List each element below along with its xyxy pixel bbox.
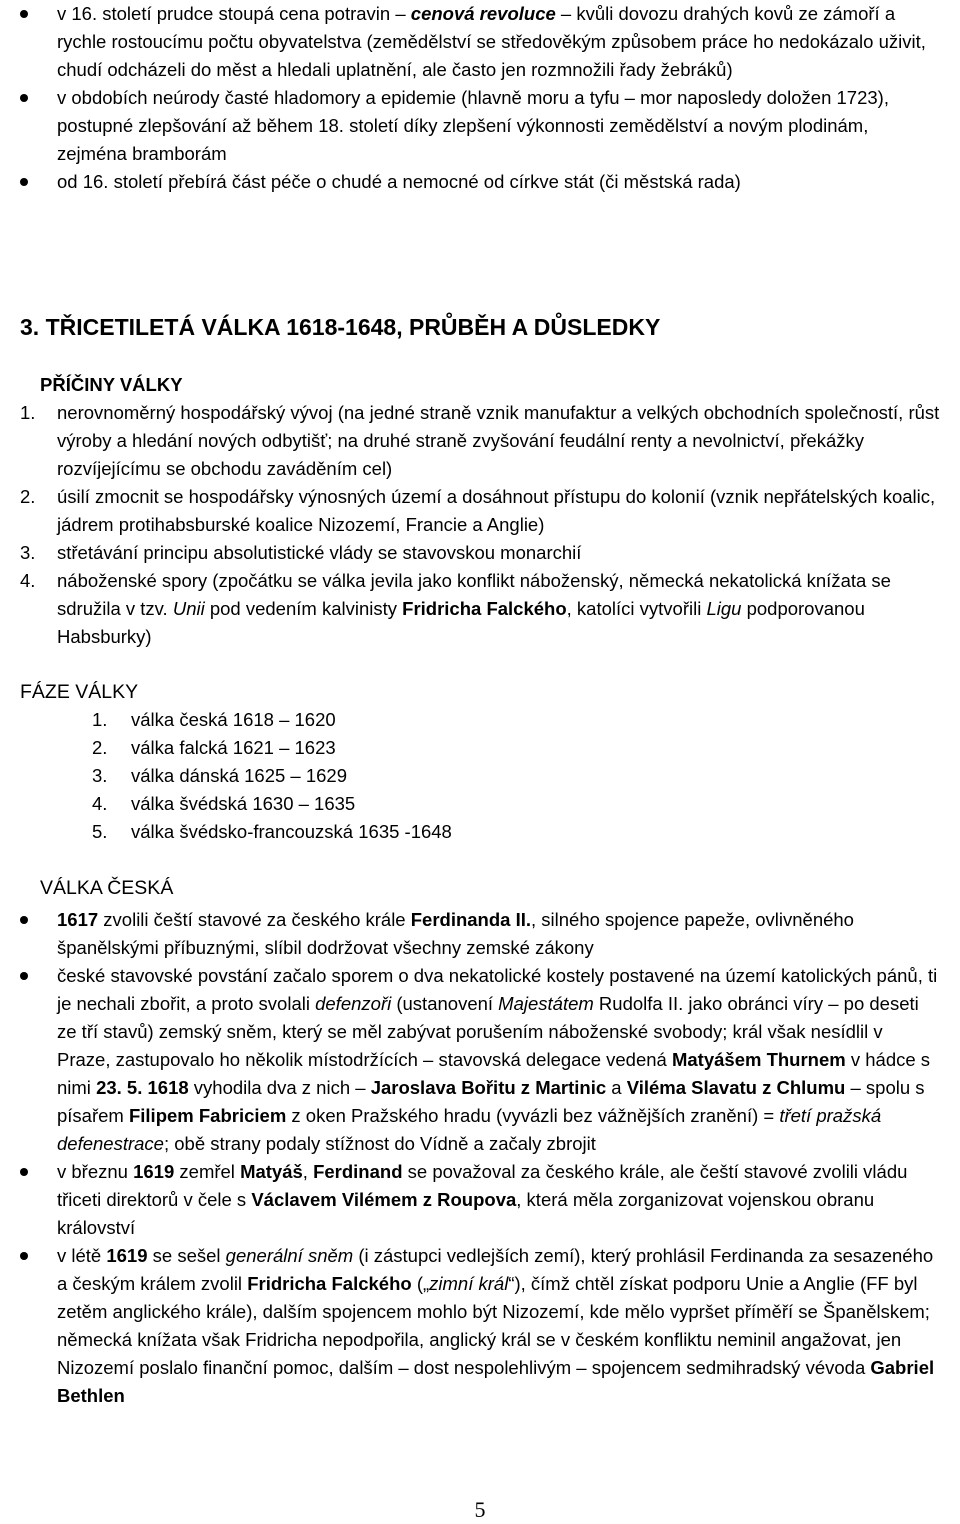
text-run: v 16. století prudce stoupá cena potravin – [57, 3, 411, 24]
cause-item-1 [0, 399, 940, 483]
phase-item-2 [0, 734, 940, 762]
intro-bullet-2 [0, 84, 940, 168]
text-run: 1619 [133, 1161, 175, 1182]
text-run: Fridricha Falckého [247, 1273, 412, 1294]
list-number: 5. [92, 821, 108, 842]
czech-war-bullet-list [0, 906, 940, 1410]
text-run: z oken Pražského hradu (vyvázli bez vážnějších zranění) = [286, 1105, 780, 1126]
text-run: se považoval za českého krále, ale čeští stavové zvolili vládu třiceti direktorů v čele s [57, 1161, 908, 1210]
list-number: 1. [20, 402, 36, 423]
text-run: zemřel [174, 1161, 241, 1182]
text-run: defenzoři [315, 993, 392, 1014]
text-run: třetí pražská defenestrace [57, 1105, 882, 1154]
text-run: ; obě strany podaly stížnost do Vídně a začaly zbrojit [163, 1133, 596, 1154]
phase-item-3 [0, 762, 940, 790]
text-run: Gabriel Bethlen [57, 1357, 935, 1406]
phase-text: válka česká 1618 – 1620 [131, 709, 336, 730]
phase-text: válka švédsko-francouzská 1635 -1648 [131, 821, 452, 842]
section-title: 3. TŘICETILETÁ VÁLKA 1618-1648, PRŮBĚH A DŮSLEDKY [20, 314, 661, 340]
text-run: od 16. století přebírá část péče o chudé a nemocné od církve stát (či městská rada) [57, 171, 741, 192]
text-run: úsilí zmocnit se hospodářsky výnosných území a dosáhnout přístupu do kolonií (vznik nepřátelských koalic, jádrem protihabsburské koalice Nizozemí, Francie a Anglie) [57, 486, 936, 535]
intro-bullet-list [0, 0, 940, 196]
list-number: 3. [92, 765, 108, 786]
page-number: 5 [474, 1497, 486, 1522]
text-run: české stavovské povstání začalo sporem o dva nekatolické kostely postavené na území katolických pánů, ti je nechali zbořit, a proto svolali [57, 965, 938, 1014]
text-run: Václavem Vilémem z Roupova [251, 1189, 517, 1210]
text-run: – spolu s písařem [57, 1077, 925, 1126]
cause-text [57, 570, 891, 647]
text-run: , silného spojence papeže, ovlivněného španělskými příbuznými, slíbil dodržovat všechny zemské zákony [57, 909, 854, 958]
text-run: Filipem Fabriciem [128, 1105, 287, 1126]
text-run: pod vedením kalvinisty [204, 598, 403, 619]
text-run: v březnu [57, 1161, 134, 1182]
text-run: 1619 [106, 1245, 148, 1266]
list-number: 4. [20, 570, 36, 591]
text-run: v hádce s nimi [57, 1049, 931, 1098]
text-run: Majestátem [498, 993, 594, 1014]
text-run: , katolíci vytvořili [566, 598, 707, 619]
czech-war-bullet-2 [0, 962, 940, 1158]
text-run: zvolili čeští stavové za českého krále [98, 909, 411, 930]
czech-war-bullet-1 [0, 906, 940, 962]
text-run: Ligu [706, 598, 742, 619]
text-run: Jaroslava Bořitu z Martinic [370, 1077, 607, 1098]
text-run: , [302, 1161, 314, 1182]
phases-list [0, 706, 940, 846]
causes-section [0, 371, 940, 651]
list-number: 3. [20, 542, 36, 563]
intro-bullet-1 [0, 0, 940, 84]
text-run: Matyáš [240, 1161, 303, 1182]
cause-item-4 [0, 567, 940, 651]
cause-text [57, 402, 939, 479]
text-run: v létě [57, 1245, 107, 1266]
text-run: podporovanou Habsburky) [57, 598, 865, 647]
text-run: se sešel [147, 1245, 226, 1266]
text-run: “), čímž chtěl získat podporu Unie a Anglie (FF byl zetěm anglického krále), dalším spojencem mohlo být Nizozemí, kde mělo vypršet příměří se Španělskem; německá knížata však Fridricha nepodpořila, anglický král se v českém konfliktu neminil angažovat, jen Nizozemí poslalo finanční pomoc, dalším – dost nespolehlivým – spojencem sedmihradský vévoda [57, 1273, 930, 1378]
text-run: 23. 5. 1618 [96, 1077, 189, 1098]
text-run: (ustanovení [391, 993, 499, 1014]
text-run: 1617 [57, 909, 99, 930]
text-run: Unii [172, 598, 205, 619]
cause-item-2 [0, 483, 940, 539]
czech-war-bullet-4 [0, 1242, 940, 1410]
text-run: vyhodila dva z nich – [188, 1077, 371, 1098]
phases-heading: FÁZE VÁLKY [20, 681, 139, 703]
phase-item-1 [0, 706, 940, 734]
list-number: 1. [92, 709, 108, 730]
cause-item-3 [0, 539, 940, 567]
text-run: generální sněm [225, 1245, 354, 1266]
text-run: Fridricha Falckého [402, 598, 567, 619]
cause-text [57, 486, 935, 535]
list-number: 2. [92, 737, 108, 758]
list-number: 2. [20, 486, 36, 507]
text-run: náboženské spory (zpočátku se válka jevila jako konflikt náboženský, německá nekatolická knížata se sdružila v tzv. [57, 570, 891, 619]
cause-text [57, 542, 581, 563]
czech-war-section [0, 874, 940, 1410]
czech-war-heading: VÁLKA ČESKÁ [40, 877, 174, 899]
phases-section [0, 678, 940, 846]
czech-war-bullet-3 [0, 1158, 940, 1242]
text-run: nerovnoměrný hospodářský vývoj (na jedné straně vznik manufaktur a velkých obchodních společností, růst výroby a hledání nových odbytišť; na druhé straně zvyšování feudální renty a nevolnictví, překážky rozvíjejícímu se obchodu zaváděním cel) [57, 402, 940, 479]
phase-text: válka švédská 1630 – 1635 [131, 793, 356, 814]
text-run: v obdobích neúrody časté hladomory a epidemie (hlavně moru a tyfu – mor naposledy doložen 1723), postupné zlepšování až během 18. století díky zlepšení výkonnosti zemědělství a novým plodinám, zejména bramborám [57, 87, 889, 164]
text-run: Matyášem Thurnem [671, 1049, 846, 1070]
causes-heading: PŘÍČINY VÁLKY [40, 374, 183, 395]
text-run: (i zástupci vedlejších zemí), který prohlásil Ferdinanda za sesazeného a českým králem zvolil [57, 1245, 934, 1294]
text-run: („ [411, 1273, 430, 1294]
text-run: zimní král [429, 1273, 509, 1294]
phase-item-4 [0, 790, 940, 818]
text-run: Rudolfa II. jako obránci víry – po deseti ze tří stavů) zemský sněm, který se měl zabývat porušením náboženské svobody; král však nesídlil v Praze, zastupovalo ho několik místodržících – stavovská delegace vedená [57, 993, 919, 1070]
text-run: Ferdinanda II. [410, 909, 532, 930]
text-run: , která měla zorganizovat vojenskou obranu království [57, 1189, 875, 1238]
phase-text: válka dánská 1625 – 1629 [131, 765, 348, 786]
text-run: cenová revoluce [410, 3, 556, 24]
intro-bullet-3 [0, 168, 940, 196]
list-number: 4. [92, 793, 108, 814]
phase-text: válka falcká 1621 – 1623 [131, 737, 336, 758]
phase-item-5 [0, 818, 940, 846]
text-run: a [606, 1077, 627, 1098]
text-run: střetávání principu absolutistické vlády se stavovskou monarchií [57, 542, 582, 563]
text-run: Ferdinand [313, 1161, 403, 1182]
causes-list [0, 399, 940, 651]
text-run: Viléma Slavatu z Chlumu [626, 1077, 846, 1098]
text-run: – kvůli dovozu drahých kovů ze zámoří a rychle rostoucímu počtu obyvatelstva (zemědělství se středověkým způsobem práce ho nedokázalo uživit, chudí odcházeli do měst a hledali uplatnění, ale často jen rozmnožili řady žebráků) [57, 3, 926, 80]
